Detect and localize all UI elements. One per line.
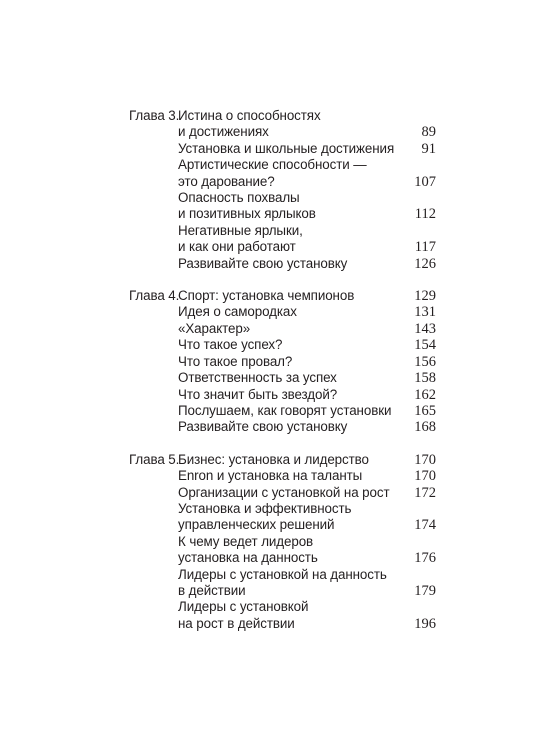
toc-entry xyxy=(178,485,436,501)
toc-entry xyxy=(178,468,436,484)
entry-title: Послушаем, как говорят установки xyxy=(178,402,392,418)
toc-entry xyxy=(178,337,436,353)
chapter-entries xyxy=(178,108,436,272)
toc-entry xyxy=(178,419,436,435)
toc-entry xyxy=(178,256,436,272)
chapter-entries xyxy=(178,452,436,632)
entry-title: Артистические способности — это дарование? xyxy=(178,157,367,189)
entry-page-number: 170 xyxy=(414,468,436,485)
toc-entry xyxy=(178,321,436,337)
toc-entry xyxy=(178,534,436,567)
entry-page-number: 129 xyxy=(414,288,436,305)
chapter-4 xyxy=(129,288,436,436)
entry-page-number: 176 xyxy=(414,550,436,567)
entry-title: Что такое успех? xyxy=(178,337,283,353)
entry-page-number: 170 xyxy=(414,451,436,468)
table-of-contents xyxy=(129,108,436,648)
entry-page-number: 174 xyxy=(414,517,436,534)
entry-title: Что значит быть звездой? xyxy=(178,386,338,402)
entry-title: Что такое провал? xyxy=(178,353,293,369)
toc-entry xyxy=(178,223,436,256)
entry-title: К чему ведет лидеров установка на данность xyxy=(178,533,318,566)
entry-page-number: 89 xyxy=(421,124,436,141)
entry-title: Ответственность за успех xyxy=(178,370,337,386)
entry-title: Бизнес: установка и лидерство xyxy=(178,451,369,467)
entry-page-number: 179 xyxy=(414,582,436,599)
chapter-3 xyxy=(129,108,436,272)
entry-page-number: 196 xyxy=(414,615,436,632)
entry-page-number: 172 xyxy=(414,484,436,501)
entry-title: Enron и установка на таланты xyxy=(178,468,363,484)
entry-title: Лидеры с установкой на данность в действии xyxy=(178,566,387,598)
toc-entry xyxy=(178,370,436,386)
entry-title: Идея о самородках xyxy=(178,304,297,320)
entry-title: Опасность похвалы и позитивных ярлыков xyxy=(178,190,316,222)
entry-title: «Характер» xyxy=(178,320,251,336)
entry-title: Спорт: установка чемпионов xyxy=(178,288,355,304)
entry-title: Установка и эффективность управленческих решений xyxy=(178,500,352,533)
entry-page-number: 165 xyxy=(414,402,436,419)
chapter-5 xyxy=(129,452,436,632)
toc-entry xyxy=(178,354,436,370)
entry-page-number: 91 xyxy=(421,140,436,157)
toc-entry xyxy=(178,288,436,304)
entry-page-number: 143 xyxy=(414,320,436,337)
chapter-label: Глава 3. xyxy=(129,108,180,123)
toc-entry xyxy=(178,501,436,534)
entry-page-number: 112 xyxy=(414,206,436,223)
toc-entry xyxy=(178,403,436,419)
toc-entry xyxy=(178,567,436,600)
entry-title: Развивайте свою установку xyxy=(178,255,348,271)
entry-title: Истина о способностях и достижениях xyxy=(178,108,321,140)
entry-page-number: 117 xyxy=(414,239,436,256)
toc-entry xyxy=(178,141,436,157)
toc-entry xyxy=(178,190,436,223)
toc-entry xyxy=(178,452,436,468)
toc-entry xyxy=(178,304,436,320)
chapter-label: Глава 4. xyxy=(129,288,180,304)
entry-page-number: 168 xyxy=(414,419,436,436)
entry-page-number: 158 xyxy=(414,370,436,387)
entry-page-number: 154 xyxy=(414,337,436,354)
chapter-entries xyxy=(178,288,436,436)
entry-title: Негативные ярлыки, и как они работают xyxy=(178,222,303,255)
entry-title: Лидеры с установкой на рост в действии xyxy=(178,599,309,631)
entry-page-number: 162 xyxy=(414,386,436,403)
chapter-label: Глава 5. xyxy=(129,451,180,467)
toc-entry xyxy=(178,599,436,632)
entry-page-number: 126 xyxy=(414,255,436,272)
entry-title: Развивайте свою установку xyxy=(178,419,348,435)
entry-title: Установка и школьные достижения xyxy=(178,140,395,156)
entry-page-number: 131 xyxy=(414,304,436,321)
toc-entry xyxy=(178,108,436,141)
toc-entry xyxy=(178,157,436,190)
toc-entry xyxy=(178,387,436,403)
entry-title: Организации с установкой на рост xyxy=(178,484,390,500)
entry-page-number: 156 xyxy=(414,353,436,370)
entry-page-number: 107 xyxy=(414,173,436,190)
